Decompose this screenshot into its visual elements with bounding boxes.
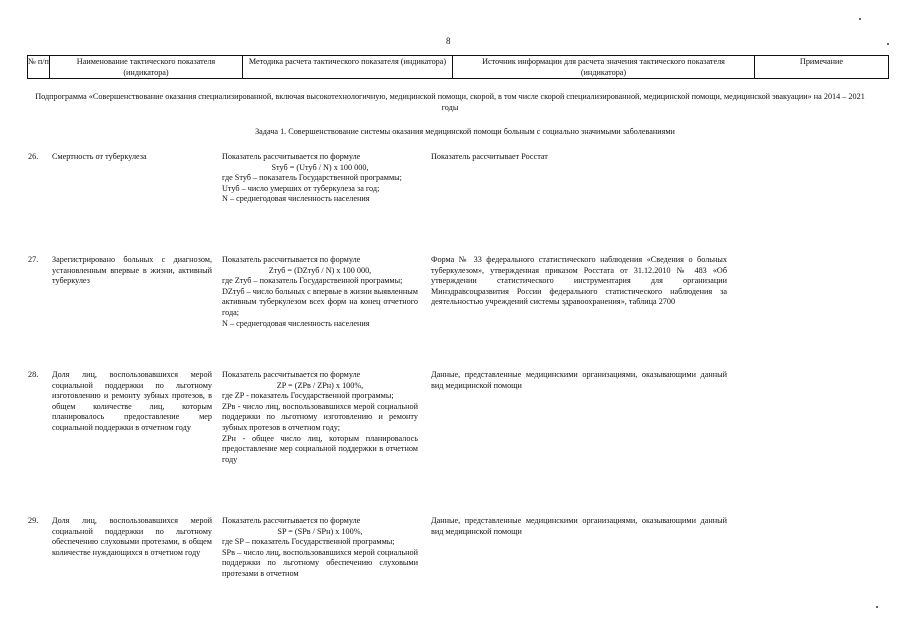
scan-speck [859, 18, 861, 20]
indicator-source: Данные, представленные медицинскими организациями, оказывающими данный вид медицинской помощи [431, 370, 727, 390]
indicator-name: Смертность от туберкулеза [52, 152, 147, 161]
row-number: 26. [28, 152, 39, 161]
header-source: Источник информации для расчета значения тактического показателя (индикатора) [453, 56, 755, 78]
indicator-method: Показатель рассчитывается по формуле Zтуб = (DZтуб / N) x 100 000, где Zтуб – показатель Государственной программы; DZтуб – число больных с впервые в жизни выявленным активным туберкулезом всех форм на конец отчетного года; N – среднегодовая численность населения [222, 255, 421, 328]
indicator-name: Зарегистрировано больных с диагнозом, установленным впервые в жизни, активный туберкулез [52, 255, 212, 286]
header-note: Примечание [799, 57, 844, 66]
header-method: Методика расчета тактического показателя (индикатора) [243, 56, 453, 78]
page-number: 8 [446, 36, 451, 46]
formula: SP = (SPв / SPн) x 100%, [277, 526, 363, 536]
indicator-source: Показатель рассчитывает Росстат [431, 152, 548, 161]
subprogram-title: Подпрограмма «Совершенствование оказания специализированной, включая высокотехнологичную, медицинской помощи, скорой, в том числе скорой специализированной, медицинской помощи, медицинской эвакуации» на 2014 – 2021 годы [35, 92, 865, 112]
indicator-method: Показатель рассчитывается по формуле SP = (SPв / SPн) x 100%, где SP – показатель Государственной программы; SPв – число лиц, воспользовавшихся мерой социальной поддержки по льготному обеспечению слуховыми протезами в отчетном [222, 516, 421, 578]
row-number: 28. [28, 370, 39, 379]
scan-speck [887, 43, 889, 45]
header-num: № п/п [28, 56, 50, 78]
row-number: 27. [28, 255, 39, 264]
formula: Sтуб = (Uтуб / N) x 100 000, [271, 162, 369, 172]
table-header [27, 55, 889, 79]
formula: ZP = (ZPв / ZPн) x 100%, [276, 380, 364, 390]
row-number: 29. [28, 516, 39, 525]
indicator-source: Данные, представленные медицинскими организациями, оказывающими данный вид медицинской помощи [431, 516, 727, 536]
header-name: Наименование тактического показателя (индикатора) [50, 56, 243, 78]
indicator-name: Доля лиц, воспользовавшихся мерой социальной поддержки по льготному обеспечению слуховыми протезами, в общем количестве нуждающихся в отчетном году [52, 516, 212, 557]
indicator-source: Форма № 33 федерального статистического наблюдения «Сведения о больных туберкулезом», утвержденная приказом Росстата от 31.12.2010 № 483 «Об утверждении статистического инструментария для организации Минздравсоцразвития России федерального статистического наблюдения за деятельностью учреждений системы здравоохранения», таблица 2700 [431, 255, 727, 307]
indicator-name: Доля лиц, воспользовавшихся мерой социальной поддержки по льготному изготовлению и ремонту зубных протезов, в общем количестве лиц, которым планировалось предоставление мер социальной поддержки в отчетном году [52, 370, 212, 432]
scan-speck [876, 606, 878, 608]
indicator-method: Показатель рассчитывается по формуле Sтуб = (Uтуб / N) x 100 000, где Sтуб – показатель Государственной программы; Uтуб – число умерших от туберкулеза за год; N – среднегодовая численность населения [222, 152, 418, 205]
formula: Zтуб = (DZтуб / N) x 100 000, [268, 265, 372, 275]
indicator-method: Показатель рассчитывается по формуле ZP = (ZPв / ZPн) x 100%, где ZP - показатель Государственной программы; ZPв - число лиц, воспользовавшихся мерой социальной поддержки по льготному изготовлению и ремонту зубных протезов в отчетном году; ZPн - общее число лиц, которым планировалось предоставление мер социальной поддержки в отчетном году [222, 370, 421, 464]
task-title: Задача 1. Совершенствование системы оказания медицинской помощи больным с социально значимыми заболеваниями [255, 127, 675, 136]
